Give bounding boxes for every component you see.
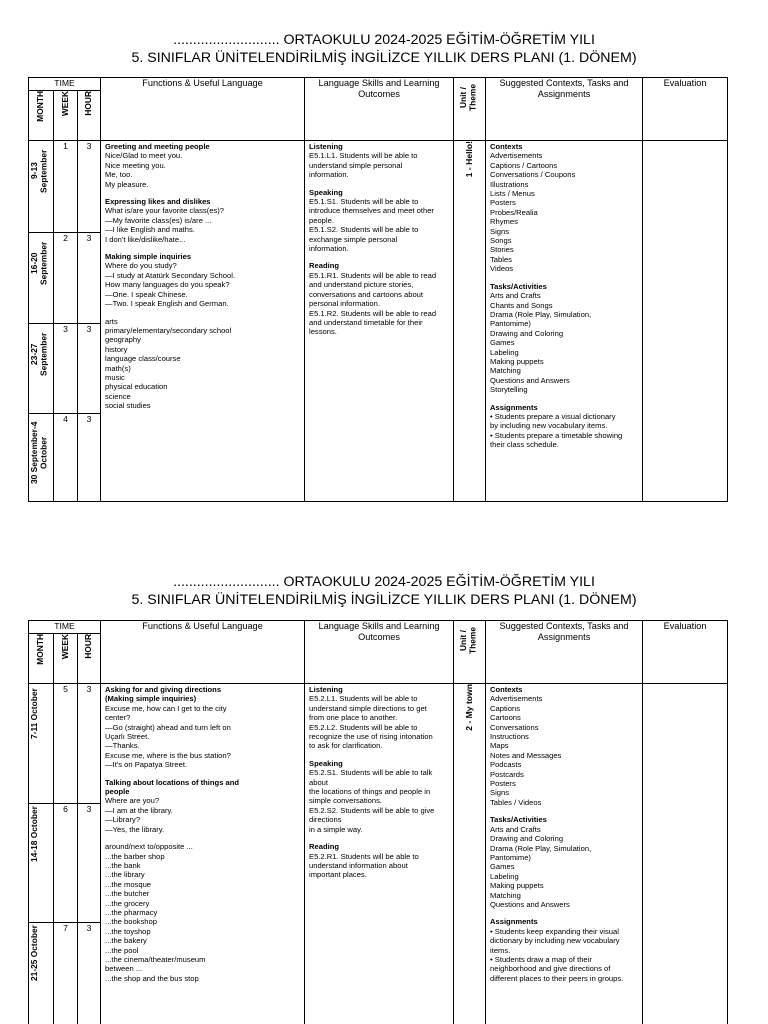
text-line: Drama (Role Play, Simulation,: [490, 309, 592, 319]
text-line: simple conversations.: [309, 796, 383, 806]
text-line: Games: [490, 862, 515, 872]
contexts-header: Suggested Contexts, Tasks and Assignments: [486, 621, 643, 684]
text-line: E5.1.S2. Students will be able to: [309, 225, 419, 235]
spacer: [490, 395, 638, 403]
text-line: neighborhood and give directions of: [490, 964, 611, 974]
text-line: Stories: [490, 245, 514, 255]
week-cell: 6: [54, 804, 78, 923]
spacer: [490, 274, 638, 282]
document-title-line2: 5. SINIFLAR ÜNİTELENDİRİLMİŞ İNGİLİZCE YILLIK DERS PLANI (1. DÖNEM): [131, 50, 637, 66]
text-line: Matching: [490, 366, 521, 376]
text-line: —I am at the library.: [105, 805, 173, 815]
unit-cell: 1 - Hello!: [454, 141, 486, 502]
text-line: Questions and Answers: [490, 375, 570, 385]
text-line: I don't like/dislike/hate...: [105, 234, 186, 244]
text-line: Pantomime): [490, 852, 531, 862]
text-line: Songs: [490, 236, 512, 246]
text-line: their class schedule.: [490, 440, 559, 450]
text-line: Nice meeting you.: [105, 160, 166, 170]
text-line: exchange simple personal: [309, 234, 398, 244]
text-line: lessons.: [309, 327, 337, 337]
text-line: Labeling: [490, 871, 519, 881]
lesson-plan-table: [28, 620, 728, 1024]
section-heading: Greeting and meeting people: [105, 142, 210, 151]
spacer: [105, 309, 300, 317]
text-line: by including new vocabulary items.: [490, 421, 608, 431]
hour-cell: 3: [78, 804, 101, 923]
text-line: Tables / Videos: [490, 797, 542, 807]
text-line: ...the toyshop: [105, 926, 151, 936]
section-heading: people: [105, 787, 130, 797]
spacer: [309, 180, 449, 188]
spacer: [309, 253, 449, 261]
text-line: Drawing and Coloring: [490, 328, 564, 338]
skills-cell: [305, 684, 454, 1024]
skills-cell: [305, 141, 454, 502]
contexts-header: Suggested Contexts, Tasks and Assignments: [486, 78, 643, 141]
text-line: Arts and Crafts: [490, 291, 541, 301]
text-line: social studies: [105, 401, 151, 411]
hour-cell: 3: [78, 923, 101, 1024]
text-line: —Go (straight) ahead and turn left on: [105, 722, 231, 732]
text-line: —Two. I speak English and German.: [105, 299, 229, 309]
evaluation-header: Evaluation: [643, 621, 728, 684]
text-line: science: [105, 391, 131, 401]
text-line: —I study at Atatürk Secondary School.: [105, 270, 236, 280]
text-line: important places.: [309, 870, 367, 880]
text-line: and understand picture stories,: [309, 280, 414, 290]
document-title-line2: 5. SINIFLAR ÜNİTELENDİRİLMİŞ İNGİLİZCE YILLIK DERS PLANI (1. DÖNEM): [131, 592, 637, 608]
text-line: E5.2.R1. Students will be able to: [309, 851, 419, 861]
hour-cell: 3: [78, 233, 101, 324]
spacer: [105, 770, 300, 778]
spacer: [490, 909, 638, 917]
text-line: in a simple way.: [309, 824, 363, 834]
text-line: Storytelling: [490, 385, 528, 395]
text-line: ...the bank: [105, 860, 141, 870]
month-header: MONTH: [29, 91, 54, 141]
text-line: Podcasts: [490, 760, 522, 770]
month-cell: 23-27 September: [29, 324, 54, 414]
text-line: the locations of things and people in: [309, 787, 431, 797]
text-line: ...the butcher: [105, 889, 150, 899]
text-line: —Yes, the library.: [105, 824, 165, 834]
hour-cell: 3: [78, 684, 101, 804]
spacer: [105, 244, 300, 252]
time-header: TIME: [29, 78, 101, 91]
month-header: MONTH: [29, 634, 54, 684]
text-line: Signs: [490, 788, 510, 798]
text-line: history: [105, 344, 128, 354]
text-line: geography: [105, 335, 141, 345]
text-line: Cartoons: [490, 713, 521, 723]
text-line: • Students keep expanding their visual: [490, 926, 619, 936]
text-line: Where do you study?: [105, 261, 177, 271]
contexts-cell: [486, 141, 643, 502]
spacer: [105, 189, 300, 197]
week-cell: 1: [54, 141, 78, 233]
text-line: Games: [490, 338, 515, 348]
text-line: E5.2.S2. Students will be able to give: [309, 805, 435, 815]
text-line: Notes and Messages: [490, 750, 562, 760]
text-line: E5.2.S1. Students will be able to talk: [309, 768, 433, 778]
text-line: —I like English and maths.: [105, 225, 195, 235]
evaluation-cell: [643, 141, 728, 502]
text-line: arts: [105, 316, 118, 326]
functions-cell: [101, 684, 305, 1024]
text-line: to ask for clarification.: [309, 741, 383, 751]
text-line: dictionary by including new vocabulary: [490, 936, 620, 946]
section-heading: Expressing likes and dislikes: [105, 197, 211, 207]
functions-cell: [101, 141, 305, 502]
text-line: Chants and Songs: [490, 300, 553, 310]
text-line: Posters: [490, 779, 516, 789]
skills-header: Language Skills and Learning Outcomes: [305, 621, 454, 684]
unit-header: Unit / Theme: [454, 621, 486, 684]
text-line: understand information about: [309, 860, 408, 870]
section-heading: Listening: [309, 142, 343, 151]
text-line: primary/elementary/secondary school: [105, 325, 232, 335]
text-line: understand simple directions to get: [309, 703, 427, 713]
text-line: Instructions: [490, 732, 529, 742]
hour-cell: 3: [78, 324, 101, 414]
text-line: How many languages do you speak?: [105, 280, 230, 290]
text-line: Postcards: [490, 769, 524, 779]
text-line: ...the mosque: [105, 879, 152, 889]
text-line: E5.2.L1. Students will be able to: [309, 694, 418, 704]
text-line: information.: [309, 170, 349, 180]
text-line: center?: [105, 713, 131, 723]
text-line: from one place to another.: [309, 713, 398, 723]
text-line: different places to their peers in groups.: [490, 973, 624, 983]
text-line: ...the bookshop: [105, 917, 157, 927]
text-line: My pleasure.: [105, 179, 149, 189]
text-line: music: [105, 372, 125, 382]
week-header: WEEK: [54, 634, 78, 684]
hour-header: HOUR: [78, 91, 101, 141]
text-line: and understand timetable for their: [309, 317, 423, 327]
text-line: ...the pool: [105, 945, 139, 955]
section-heading: Reading: [309, 842, 339, 852]
evaluation-cell: [643, 684, 728, 1024]
text-line: —It's on Papatya Street.: [105, 760, 188, 770]
section-heading: (Making simple inquiries): [105, 694, 197, 704]
text-line: Excuse me, how can I get to the city: [105, 703, 227, 713]
text-line: Nice/Glad to meet you.: [105, 151, 183, 161]
section-heading: Speaking: [309, 187, 343, 197]
hour-header: HOUR: [78, 634, 101, 684]
text-line: recognize the use of rising intonation: [309, 732, 433, 742]
text-line: items.: [490, 945, 511, 955]
month-cell: 14-18 October: [29, 804, 54, 923]
text-line: Videos: [490, 264, 514, 274]
text-line: about: [309, 777, 329, 787]
text-line: information.: [309, 244, 349, 254]
document-title-line1: ........................... ORTAOKULU 2024-2025 EĞİTİM-ÖĞRETİM YILI: [173, 32, 595, 48]
hour-cell: 3: [78, 414, 101, 502]
text-line: personal information.: [309, 299, 380, 309]
text-line: Drawing and Coloring: [490, 834, 564, 844]
section-heading: Assignments: [490, 917, 538, 927]
text-line: Matching: [490, 890, 521, 900]
spacer: [309, 834, 449, 842]
section-heading: Assignments: [490, 402, 538, 412]
text-line: Making puppets: [490, 881, 544, 891]
text-line: Probes/Realia: [490, 207, 538, 217]
text-line: Labeling: [490, 347, 519, 357]
spacer: [309, 751, 449, 759]
section-heading: Contexts: [490, 685, 523, 694]
spacer: [490, 807, 638, 815]
text-line: ...the barber shop: [105, 851, 165, 861]
text-line: Arts and Crafts: [490, 824, 541, 834]
month-cell: 16-20 September: [29, 233, 54, 324]
text-line: directions: [309, 815, 342, 825]
text-line: language class/course: [105, 354, 181, 364]
text-line: Captions: [490, 703, 520, 713]
spacer: [105, 834, 300, 842]
month-cell: 21-25 October: [29, 923, 54, 1024]
week-cell: 3: [54, 324, 78, 414]
text-line: ...the pharmacy: [105, 907, 158, 917]
text-line: —Thanks.: [105, 741, 140, 751]
text-line: Maps: [490, 741, 509, 751]
text-line: Drama (Role Play, Simulation,: [490, 843, 592, 853]
text-line: Signs: [490, 226, 510, 236]
evaluation-header: Evaluation: [643, 78, 728, 141]
functions-header: Functions & Useful Language: [101, 78, 305, 141]
text-line: Rhymes: [490, 217, 518, 227]
section-heading: Tasks/Activities: [490, 815, 547, 825]
text-line: ...the shop and the bus stop: [105, 973, 199, 983]
week-cell: 4: [54, 414, 78, 502]
text-line: introduce themselves and meet other: [309, 206, 434, 216]
text-line: ...the grocery: [105, 898, 150, 908]
hour-cell: 3: [78, 141, 101, 233]
section-heading: Listening: [309, 685, 343, 694]
unit-cell: 2 - My town: [454, 684, 486, 1024]
lesson-plan-table: [28, 77, 728, 502]
document-title-line1: ........................... ORTAOKULU 2024-2025 EĞİTİM-ÖĞRETİM YILI: [173, 574, 595, 590]
time-header: TIME: [29, 621, 101, 634]
text-line: E5.1.L1. Students will be able to: [309, 151, 418, 161]
text-line: Advertisements: [490, 151, 543, 161]
month-cell: 7-11 October: [29, 684, 54, 804]
text-line: • Students prepare a timetable showing: [490, 430, 623, 440]
text-line: people.: [309, 215, 334, 225]
section-heading: Talking about locations of things and: [105, 777, 240, 787]
week-cell: 2: [54, 233, 78, 324]
section-heading: Contexts: [490, 142, 523, 151]
text-line: ...the library: [105, 870, 145, 880]
text-line: Lists / Menus: [490, 189, 535, 199]
text-line: math(s): [105, 363, 131, 373]
text-line: Conversations / Coupons: [490, 170, 576, 180]
functions-header: Functions & Useful Language: [101, 621, 305, 684]
month-cell: 9-13 September: [29, 141, 54, 233]
section-heading: Making simple inquiries: [105, 252, 192, 262]
text-line: Pantomime): [490, 319, 531, 329]
section-heading: Tasks/Activities: [490, 281, 547, 291]
text-line: Me, too.: [105, 170, 133, 180]
text-line: E5.1.R1. Students will be able to read: [309, 270, 437, 280]
unit-header: Unit / Theme: [454, 78, 486, 141]
text-line: understand simple personal: [309, 160, 403, 170]
text-line: Advertisements: [490, 694, 543, 704]
text-line: ...the bakery: [105, 936, 147, 946]
text-line: physical education: [105, 382, 168, 392]
text-line: between ...: [105, 964, 143, 974]
text-line: Tables: [490, 254, 512, 264]
section-heading: Asking for and giving directions: [105, 685, 222, 694]
section-heading: Speaking: [309, 758, 343, 768]
text-line: conversations and cartoons about: [309, 289, 423, 299]
text-line: What is/are your favorite class(es)?: [105, 206, 225, 216]
week-cell: 5: [54, 684, 78, 804]
text-line: Excuse me, where is the bus station?: [105, 750, 231, 760]
text-line: • Students prepare a visual dictionary: [490, 411, 616, 421]
text-line: Questions and Answers: [490, 899, 570, 909]
week-cell: 7: [54, 923, 78, 1024]
text-line: —Library?: [105, 815, 141, 825]
text-line: E5.1.R2. Students will be able to read: [309, 308, 437, 318]
text-line: around/next to/opposite ...: [105, 842, 193, 852]
text-line: • Students draw a map of their: [490, 954, 592, 964]
week-header: WEEK: [54, 91, 78, 141]
text-line: Illustrations: [490, 179, 529, 189]
text-line: Captions / Cartoons: [490, 160, 558, 170]
month-cell: 30 September-4 October: [29, 414, 54, 502]
text-line: ...the cinema/theater/museum: [105, 954, 206, 964]
text-line: E5.2.L2. Students will be able to: [309, 722, 418, 732]
skills-header: Language Skills and Learning Outcomes: [305, 78, 454, 141]
text-line: —One. I speak Chinese.: [105, 289, 188, 299]
text-line: E5.1.S1. Students will be able to: [309, 197, 419, 207]
text-line: Making puppets: [490, 356, 544, 366]
text-line: Posters: [490, 198, 516, 208]
text-line: Where are you?: [105, 796, 160, 806]
section-heading: Reading: [309, 261, 339, 271]
contexts-cell: [486, 684, 643, 1024]
text-line: Conversations: [490, 722, 539, 732]
text-line: —My favorite class(es) is/are ...: [105, 215, 212, 225]
text-line: Uçarlı Street.: [105, 732, 150, 742]
